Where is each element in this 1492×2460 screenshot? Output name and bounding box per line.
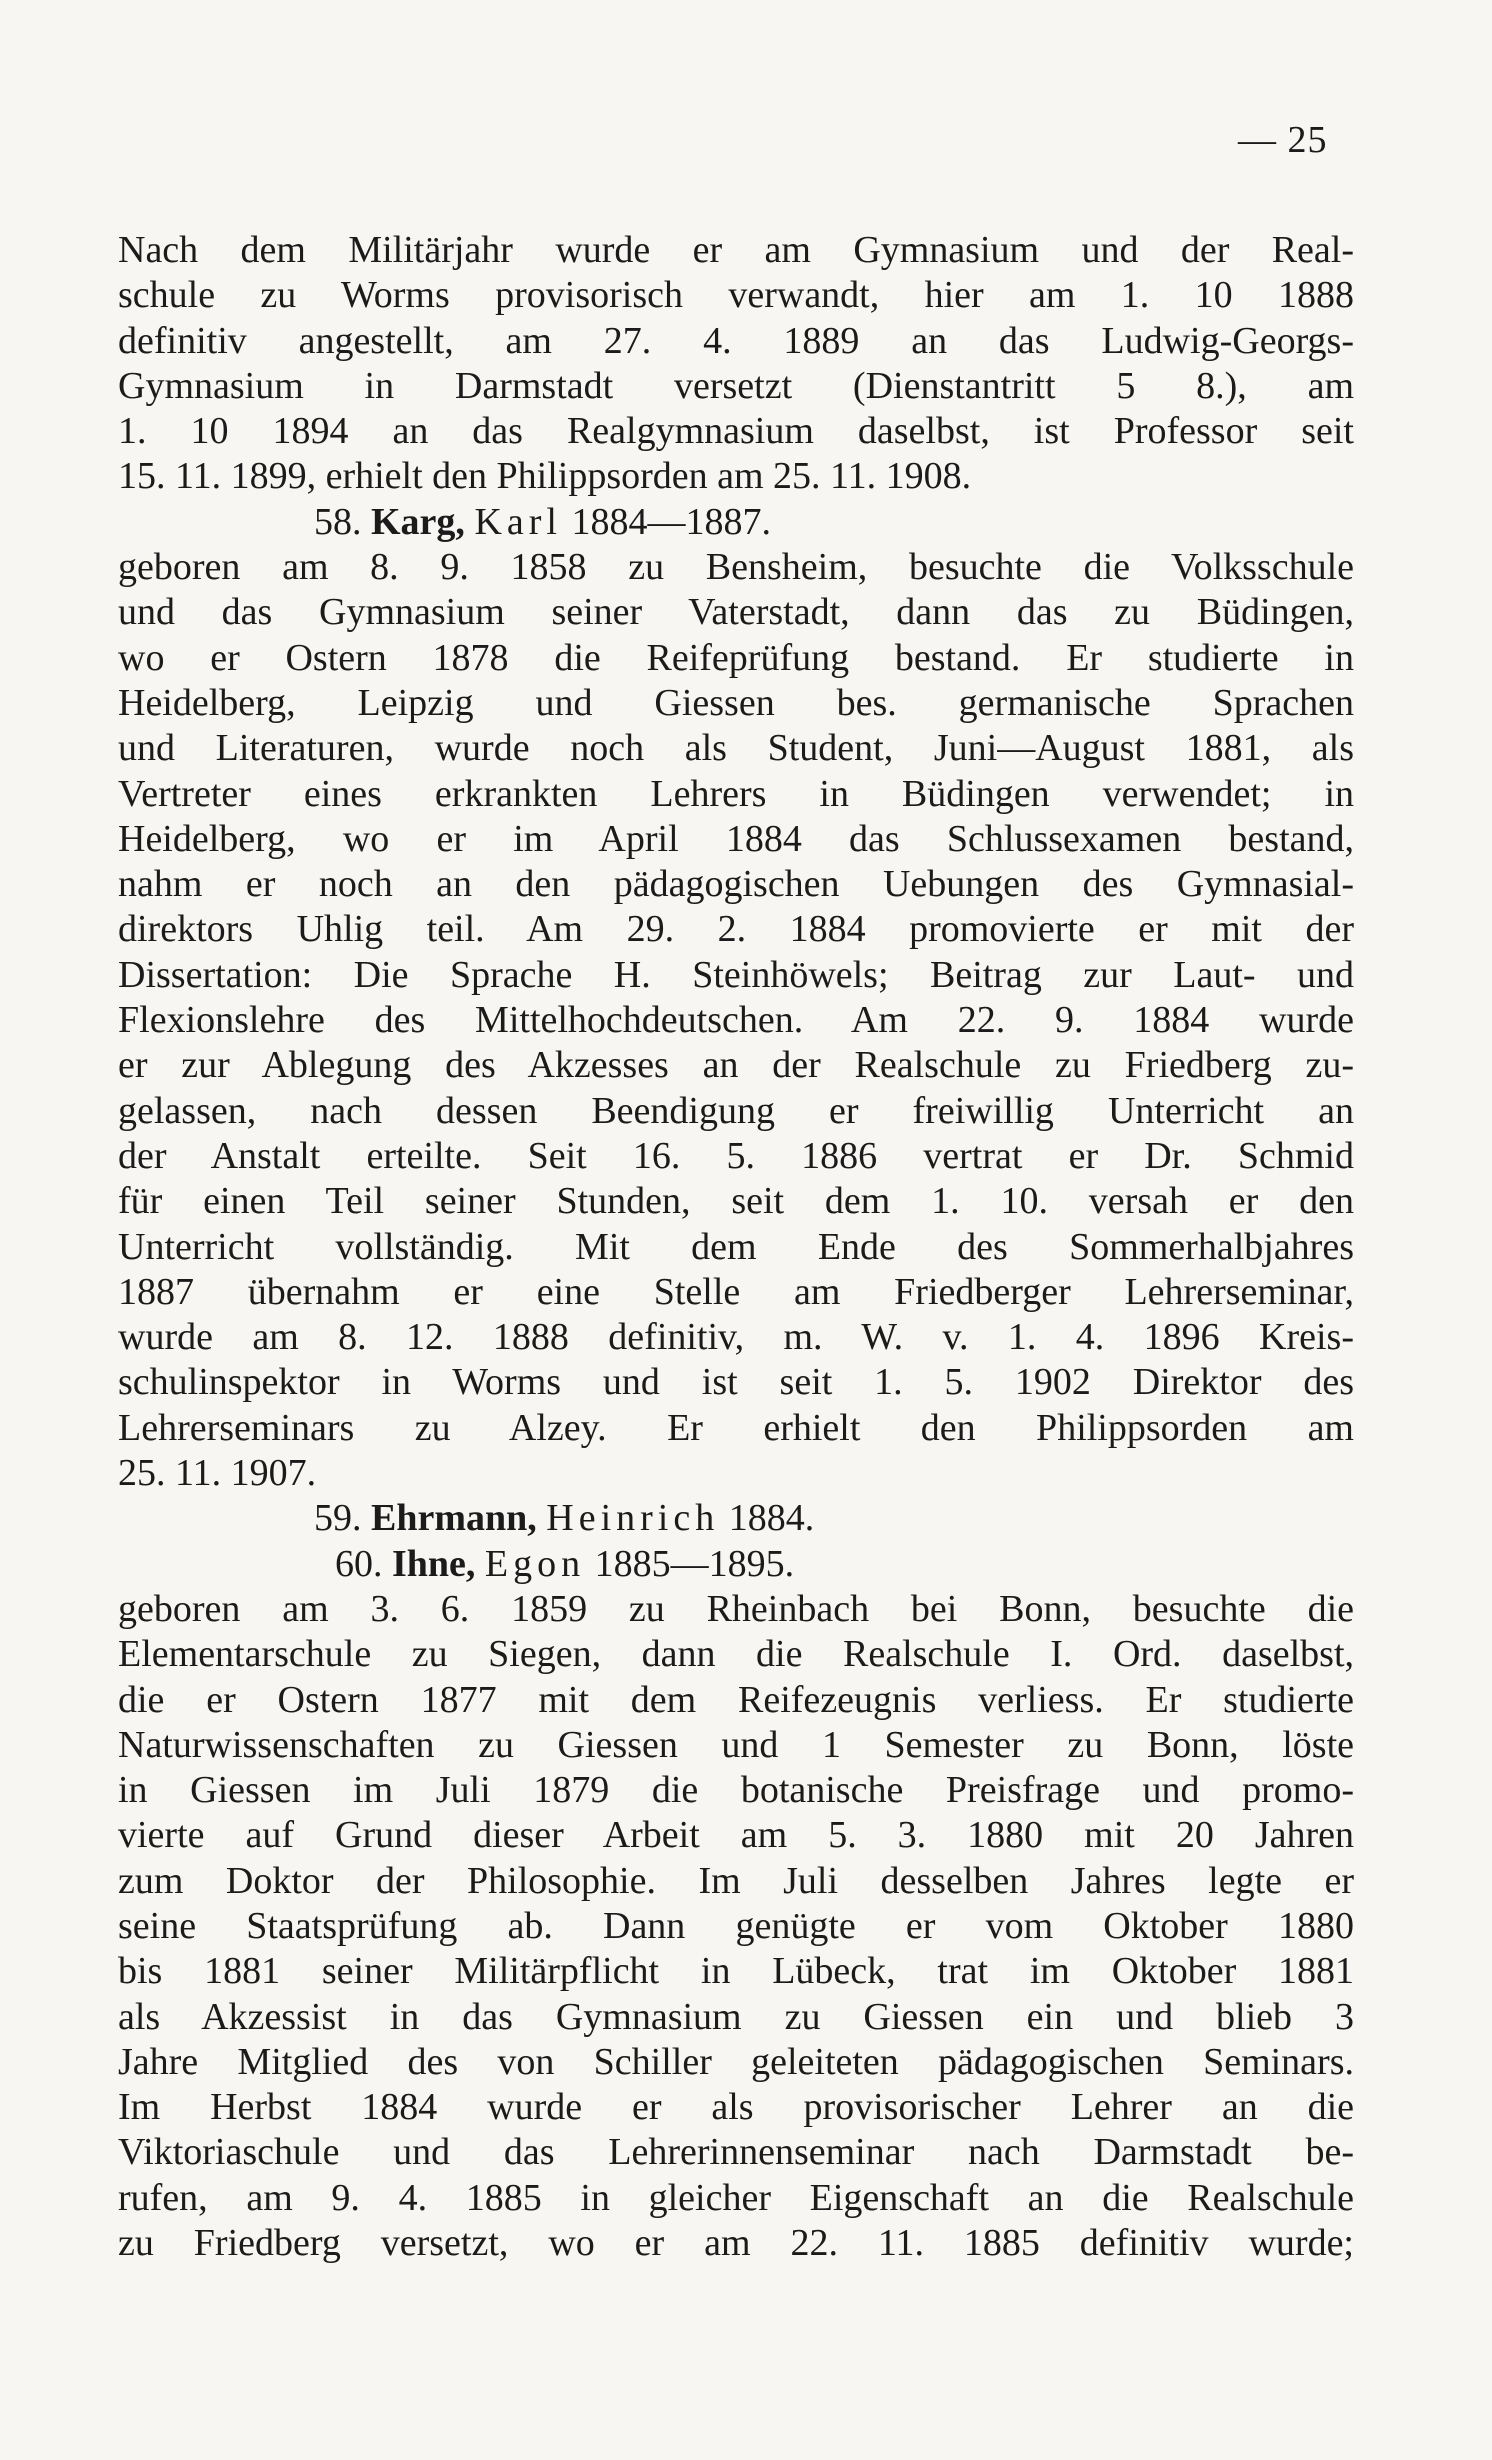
text-line: als Akzessist in das Gymnasium zu Giessen ein und blieb 3 <box>118 1995 1354 2038</box>
entry-years: 1884—1887. <box>571 500 771 543</box>
entry-given-name: Egon <box>484 1542 586 1585</box>
text-block <box>118 228 1354 2266</box>
entry-surname: Ehrmann, <box>371 1497 537 1540</box>
entry-57-tail <box>118 228 1354 500</box>
entry-years: 1885—1895. <box>594 1542 795 1585</box>
text-line: Unterricht vollständig. Mit dem Ende des Sommerhalbjahres <box>118 1225 1354 1268</box>
text-line: wo er Ostern 1878 die Reifeprüfung bestand. Er studierte in <box>118 636 1354 679</box>
text-line: Flexionslehre des Mittelhochdeutschen. Am 22. 9. 1884 wurde <box>118 999 1354 1042</box>
entry-heading-58 <box>118 500 1354 545</box>
text-line: schule zu Worms provisorisch verwandt, hier am 1. 10 1888 <box>118 274 1354 317</box>
text-line: und Literaturen, wurde noch als Student, Juni—August 1881, als <box>118 727 1354 770</box>
text-line: schulinspektor in Worms und ist seit 1. 5. 1902 Direktor des <box>118 1361 1354 1404</box>
text-line: Dissertation: Die Sprache H. Steinhöwels; Beitrag zur Laut- und <box>118 953 1354 996</box>
text-line: direktors Uhlig teil. Am 29. 2. 1884 promovierte er mit der <box>118 908 1354 951</box>
text-line: er zur Ablegung des Akzesses an der Realschule zu Friedberg zu- <box>118 1044 1354 1087</box>
text-line: Heidelberg, wo er im April 1884 das Schlussexamen bestand, <box>118 817 1354 860</box>
text-line: Viktoriaschule und das Lehrerinnenseminar nach Darmstadt be- <box>118 2131 1354 2174</box>
page-number: — 25 <box>1238 119 1328 161</box>
text-line: wurde am 8. 12. 1888 definitiv, m. W. v. 1. 4. 1896 Kreis- <box>118 1316 1354 1359</box>
entry-58-body <box>118 545 1354 1496</box>
entry-surname: Karg, <box>371 500 465 543</box>
text-line: Vertreter eines erkrankten Lehrers in Büdingen verwendet; in <box>118 772 1354 815</box>
text-line: nahm er noch an den pädagogischen Uebungen des Gymnasial- <box>118 863 1354 906</box>
entry-given-name: Heinrich <box>546 1497 720 1540</box>
text-line: und das Gymnasium seiner Vaterstadt, dann das zu Büdingen, <box>118 591 1354 634</box>
text-line: Lehrerseminars zu Alzey. Er erhielt den Philippsorden am <box>118 1406 1354 1449</box>
text-line: zu Friedberg versetzt, wo er am 22. 11. 1885 definitiv wurde; <box>118 2222 1354 2265</box>
text-line: Jahre Mitglied des von Schiller geleiteten pädagogischen Seminars. <box>118 2040 1354 2083</box>
text-line: Nach dem Militärjahr wurde er am Gymnasium und der Real- <box>118 229 1354 271</box>
text-line: Gymnasium in Darmstadt versetzt (Dienstantritt 5 8.), am <box>118 364 1354 407</box>
text-line: Elementarschule zu Siegen, dann die Realschule I. Ord. daselbst, <box>118 1633 1354 1676</box>
text-line: seine Staatsprüfung ab. Dann genügte er vom Oktober 1880 <box>118 1904 1354 1947</box>
text-line: 15. 11. 1899, erhielt den Philippsorden am 25. 11. 1908. <box>118 455 972 498</box>
text-line: zum Doktor der Philosophie. Im Juli desselben Jahres legte er <box>118 1859 1354 1902</box>
text-line: für einen Teil seiner Stunden, seit dem 1. 10. versah er den <box>118 1180 1354 1223</box>
text-line: Im Herbst 1884 wurde er als provisorischer Lehrer an die <box>118 2086 1354 2129</box>
text-line: 1. 10 1894 an das Realgymnasium daselbst, ist Professor seit <box>118 410 1354 453</box>
text-line: 25. 11. 1907. <box>118 1452 317 1495</box>
text-line: gelassen, nach dessen Beendigung er freiwillig Unterricht an <box>118 1089 1354 1132</box>
text-line: vierte auf Grund dieser Arbeit am 5. 3. 1880 mit 20 Jahren <box>118 1814 1354 1857</box>
text-line: Naturwissenschaften zu Giessen und 1 Semester zu Bonn, löste <box>118 1723 1354 1766</box>
text-line: Heidelberg, Leipzig und Giessen bes. germanische Sprachen <box>118 681 1354 724</box>
text-line: 1887 übernahm er eine Stelle am Friedberger Lehrerseminar, <box>118 1270 1354 1313</box>
text-line: in Giessen im Juli 1879 die botanische Preisfrage und promo- <box>118 1769 1354 1812</box>
text-line: geboren am 8. 9. 1858 zu Bensheim, besuchte die Volksschule <box>118 546 1354 589</box>
entry-60-body <box>118 1587 1354 2266</box>
entry-years: 1884. <box>728 1497 815 1540</box>
entry-number: 60. <box>335 1542 383 1585</box>
entry-heading-60 <box>118 1542 1354 1587</box>
entry-heading-59 <box>118 1496 1354 1541</box>
entry-number: 59. <box>314 1497 362 1540</box>
text-line: bis 1881 seiner Militärpflicht in Lübeck, trat im Oktober 1881 <box>118 1950 1354 1993</box>
text-line: definitiv angestellt, am 27. 4. 1889 an das Ludwig-Georgs- <box>118 319 1354 362</box>
text-line: die er Ostern 1877 mit dem Reifezeugnis verliess. Er studierte <box>118 1678 1354 1721</box>
entry-surname: Ihne, <box>392 1542 476 1585</box>
text-line: geboren am 3. 6. 1859 zu Rheinbach bei Bonn, besuchte die <box>118 1587 1354 1630</box>
text-line: der Anstalt erteilte. Seit 16. 5. 1886 vertrat er Dr. Schmid <box>118 1134 1354 1177</box>
text-line: rufen, am 9. 4. 1885 in gleicher Eigenschaft an die Realschule <box>118 2176 1354 2219</box>
entry-given-name: Karl <box>474 500 562 543</box>
entry-number: 58. <box>314 500 362 543</box>
